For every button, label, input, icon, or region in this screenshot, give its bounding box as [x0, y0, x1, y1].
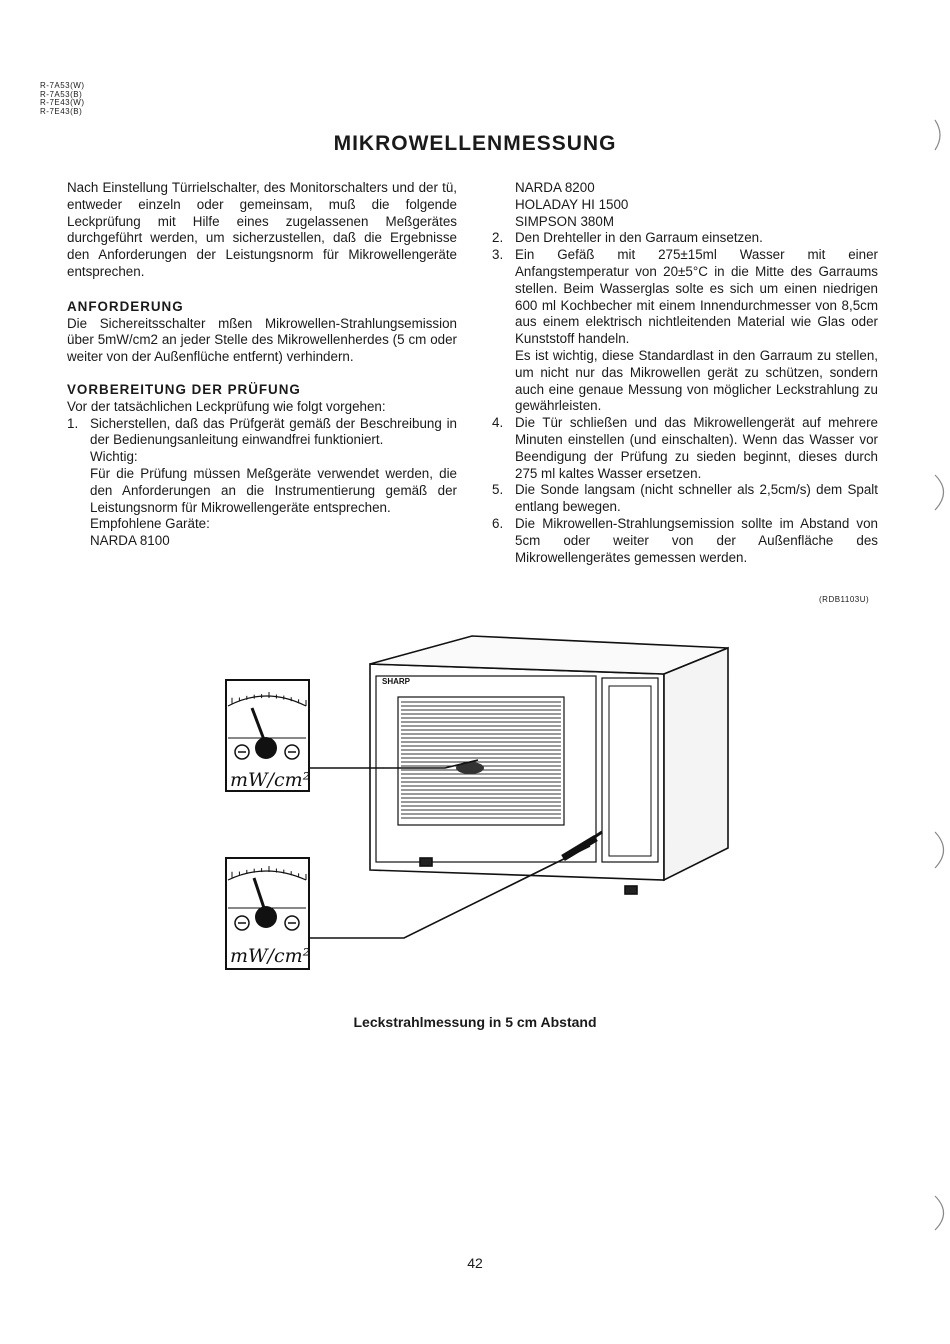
step-text: Die Tür schließen und das Mikrowellengerät auf mehrere Minuten einstellen (und einschalten). Wenn das Wasser vor Beendigung der Prüfung zu sieden beginnt, dieses durch 275 ml kaltes Wasser ersetzen. — [515, 415, 878, 481]
step-number: 4. — [492, 415, 504, 431]
step-text: Es ist wichtig, diese Standardlast in den Garraum zu stellen, um nicht nur das Mikrowellen gerät zu schützen, sondern auch eine genaue Messung von möglicher Leckstrahlung zu gewährleisten. — [515, 347, 878, 414]
step-number: 6. — [492, 515, 504, 531]
section-heading-vorbereitung: VORBEREITUNG DER PRÜFUNG — [67, 381, 301, 397]
model-code: R-7E43(W) — [40, 98, 85, 107]
survey-meter-bottom — [226, 858, 310, 969]
intro-paragraph: Nach Einstellung Türrielschalter, des Monitorschalters und der tü, entweder einzeln oder gemeinsam, muß die folgende Leckprüfung mit Hilfe eines zugelassenen Meßgerätes durchgeführt werden, um sicherzustellen, daß die Ergebnisse den Anforderungen der Leistungsnorm für Mikrowellengeräte entsprechen. — [67, 180, 457, 279]
device-name: NARDA 8200 — [515, 180, 595, 195]
wichtig-text: Für die Prüfung müssen Meßgeräte verwendet werden, die den Anforderungen an die Instrumentierung gemäß der Leistungsnorm für Mikrowellengeräte entsprechen. — [90, 465, 457, 515]
model-code: R-7A53(W) — [40, 81, 85, 90]
vorbereitung-lead: Vor der tatsächlichen Leckprüfung wie folgt vorgehen: — [67, 398, 386, 414]
step-number: 2. — [492, 230, 504, 246]
model-code: R-7E43(B) — [40, 106, 83, 116]
device-name: SIMPSON 380M — [515, 213, 614, 229]
survey-meter-top — [226, 680, 310, 791]
brand-logo: SHARP — [382, 677, 411, 686]
device-name: HOLADAY HI 1500 — [515, 196, 629, 212]
meter-unit-label: mW/cm² — [230, 945, 311, 967]
step-text: Die Sonde langsam (nicht schneller als 2,5cm/s) dem Spalt entlang bewegen. — [515, 482, 878, 515]
step-number: 1. — [67, 415, 79, 431]
oven-window — [398, 697, 564, 825]
step-text: Den Drehteller in den Garraum einsetzen. — [515, 230, 763, 246]
empfohlen-label: Empfohlene Garäte: — [90, 516, 210, 532]
page-number: 42 — [467, 1255, 483, 1271]
binding-holes — [935, 120, 944, 1230]
step-text: Ein Gefäß mit 275±15ml Wasser mit einer Anfangstemperatur von 20±5°C in die Mitte des Garraums stellen. Beim Wasserglas solte es sich um einen niedrigen 600 ml Kochbecher mit einem Innendurchmesser von 8,5cm aus einem elektrisch nichtleitenden Material wie Glas oder Kunststoff handeln. — [515, 247, 878, 347]
wichtig-label: Wichtig: — [90, 449, 138, 465]
model-code: R-7A53(B) — [40, 89, 83, 99]
device-name: NARDA 8100 — [90, 533, 170, 549]
figure-caption: Leckstrahlmessung in 5 cm Abstand — [353, 1014, 597, 1030]
step-number: 3. — [492, 247, 504, 263]
reference-code: (RDB1103U) — [819, 595, 870, 604]
anforderung-text: Die Sichereitsschalter mßen Mikrowellen-Strahlungsemission über 5mW/cm2 an jeder Stelle des Mikrowellenherdes (5 cm oder weiter von der Außenflüche entfernt) verhindern. — [67, 315, 457, 365]
page-title: MIKROWELLENMESSUNG — [333, 132, 617, 155]
section-heading-anforderung: ANFORDERUNG — [67, 298, 184, 314]
step-text: Die Mikrowellen-Strahlungsemission sollte im Abstand von 5cm oder weiter von der Außenfläche des Mikrowellengerätes gemessen werden. — [515, 515, 878, 565]
step-text: Sicherstellen, daß das Prüfgerät gemäß der Beschreibung in der Bedienungsanleitung einwandfrei funktioniert. — [90, 415, 457, 448]
step-number: 5. — [492, 482, 504, 498]
meter-unit-label: mW/cm² — [230, 769, 311, 791]
